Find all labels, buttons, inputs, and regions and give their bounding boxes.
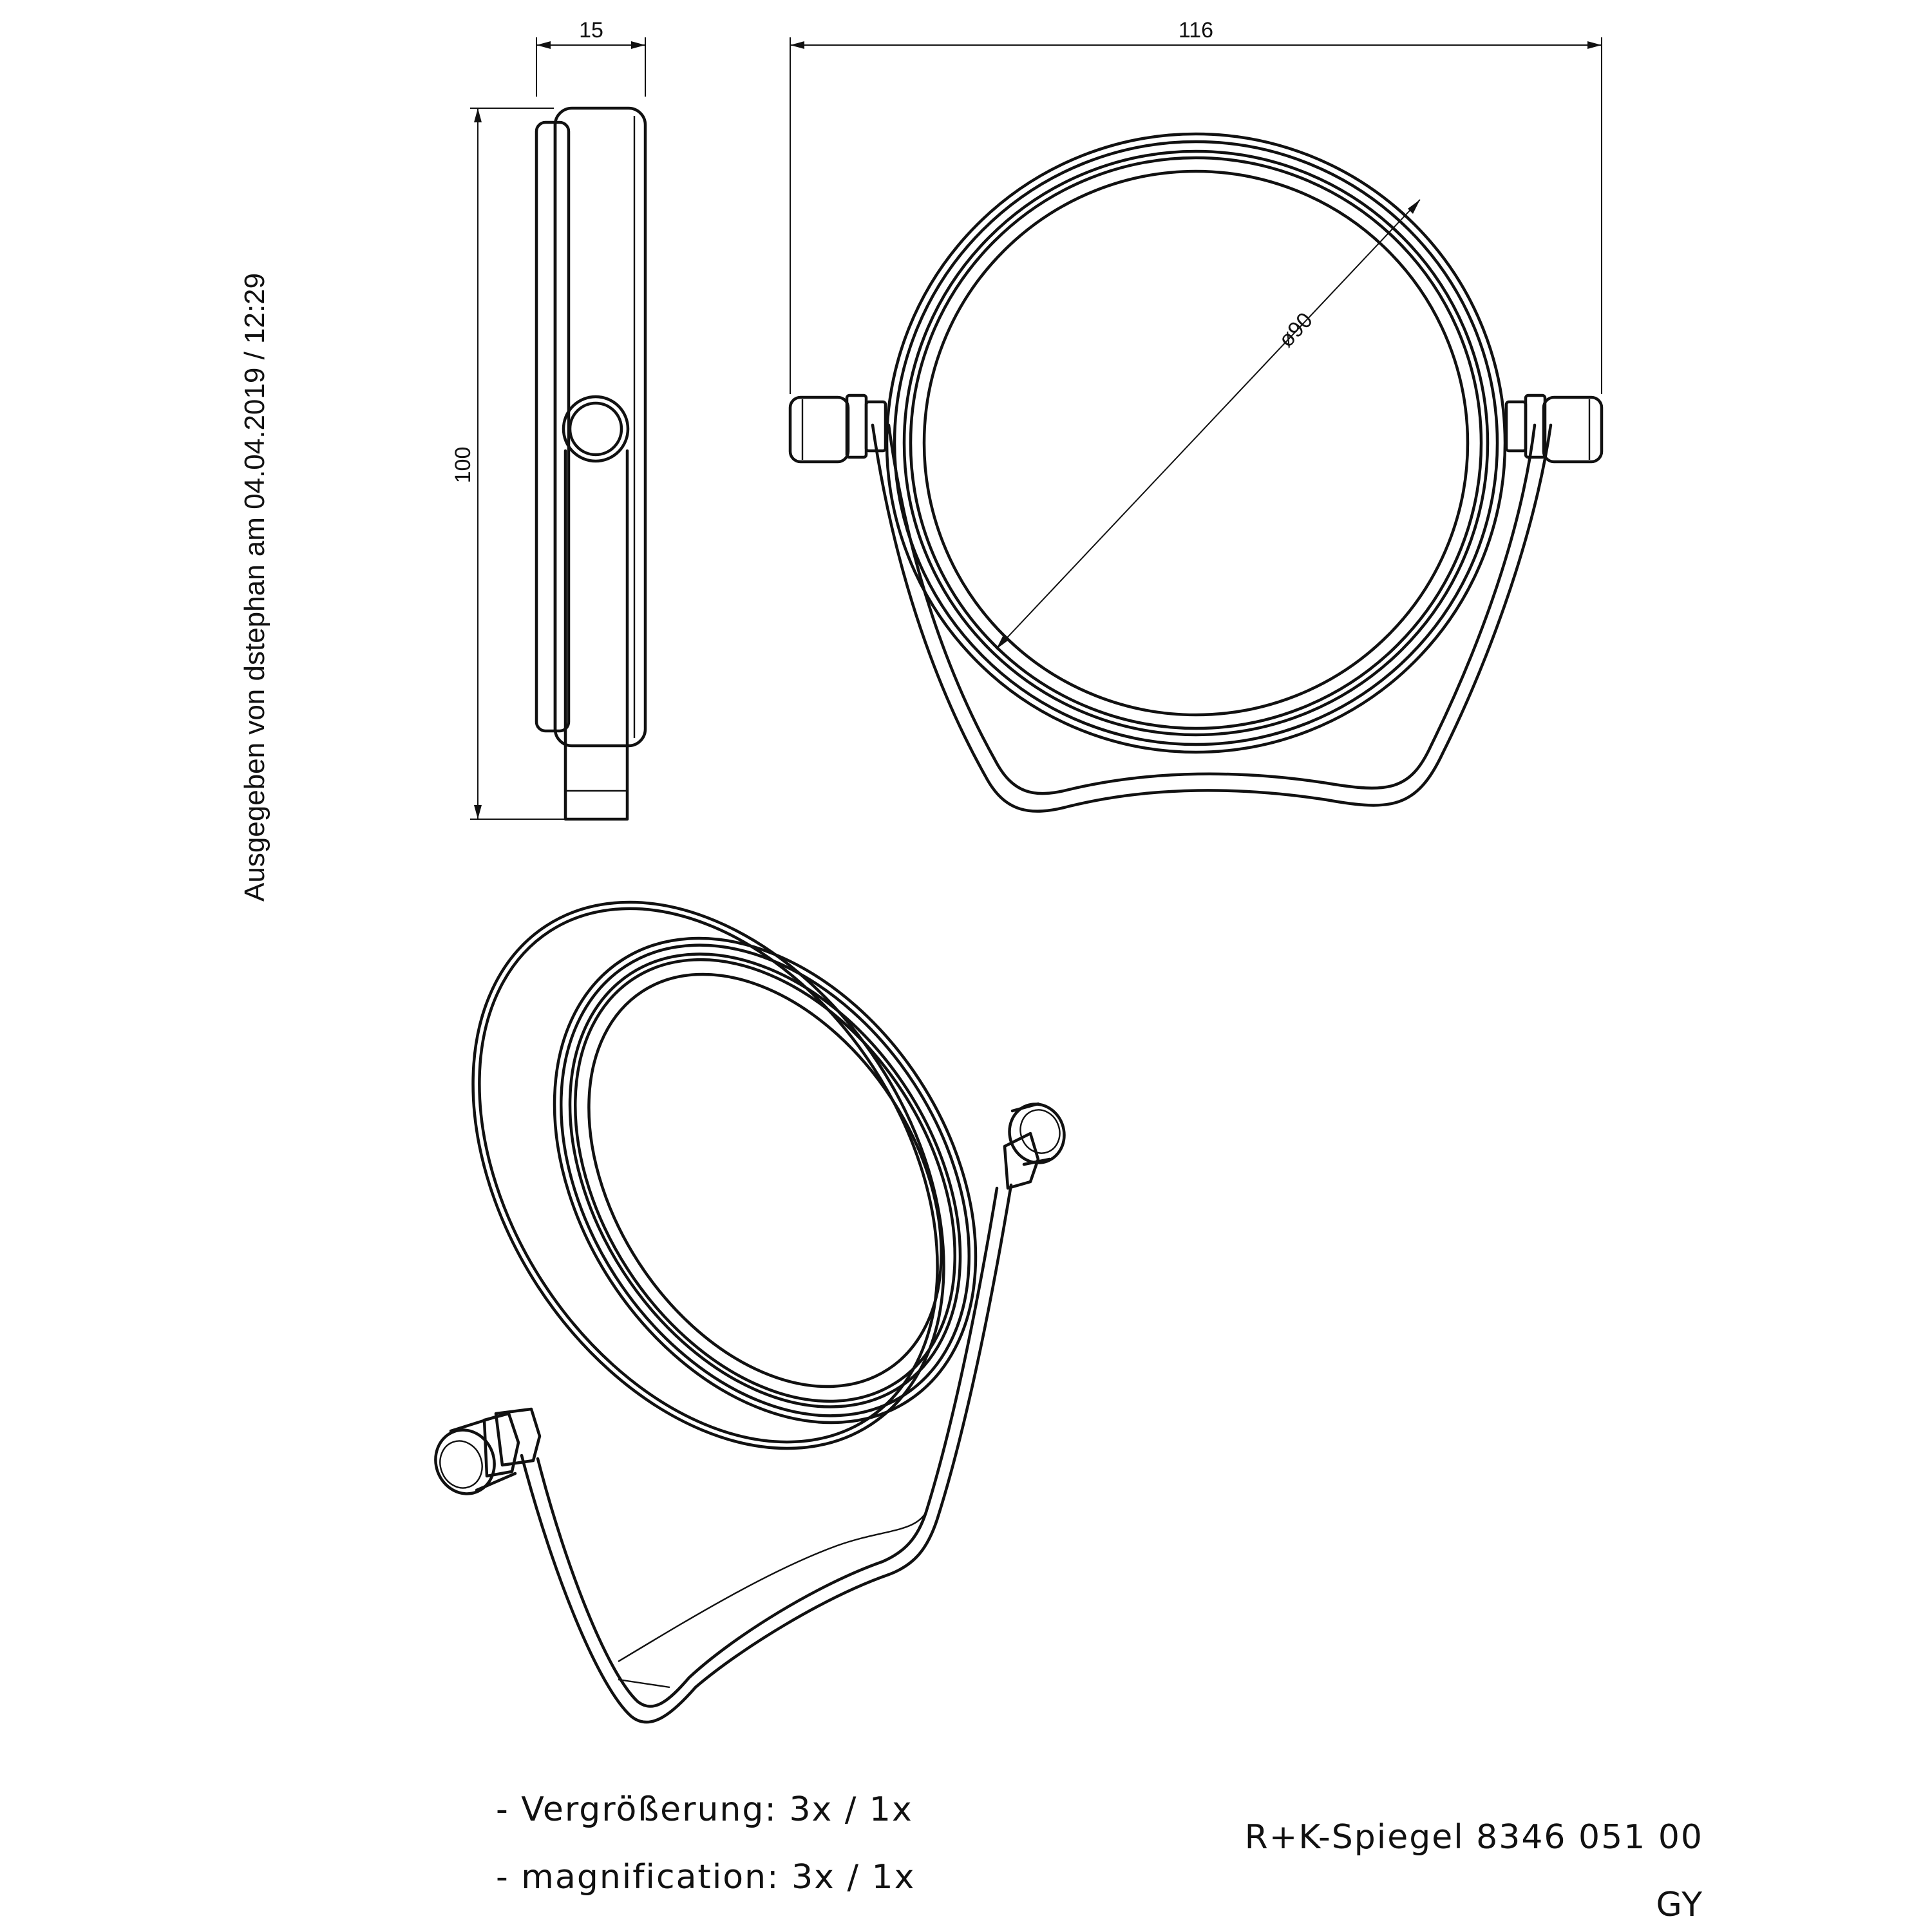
dimension-height-label: 100 bbox=[451, 446, 475, 484]
issued-note: Ausgegeben von dstephan am 04.04.2019 / 12:29 bbox=[239, 272, 270, 902]
dimension-width-label: 116 bbox=[1178, 18, 1214, 43]
product-name: R+K-Spiegel 8346 051 00 bbox=[1244, 1818, 1703, 1857]
isometric-view bbox=[375, 815, 1072, 1722]
right-knob bbox=[1544, 397, 1602, 462]
product-variant: GY bbox=[1656, 1886, 1703, 1924]
dimension-depth-label: 15 bbox=[579, 18, 603, 43]
dimension-height bbox=[451, 108, 564, 819]
note-magnification-en: - magnification: 3x / 1x bbox=[496, 1858, 916, 1897]
note-magnification-de: - Vergrößerung: 3x / 1x bbox=[496, 1790, 913, 1829]
left-knob bbox=[790, 397, 848, 462]
side-view bbox=[536, 108, 645, 819]
dimension-diameter-label: ø90 bbox=[1274, 308, 1318, 352]
front-view bbox=[790, 134, 1602, 811]
iso-right-knob bbox=[1001, 1096, 1072, 1188]
dimension-width bbox=[790, 18, 1602, 394]
dimension-depth bbox=[536, 18, 645, 97]
